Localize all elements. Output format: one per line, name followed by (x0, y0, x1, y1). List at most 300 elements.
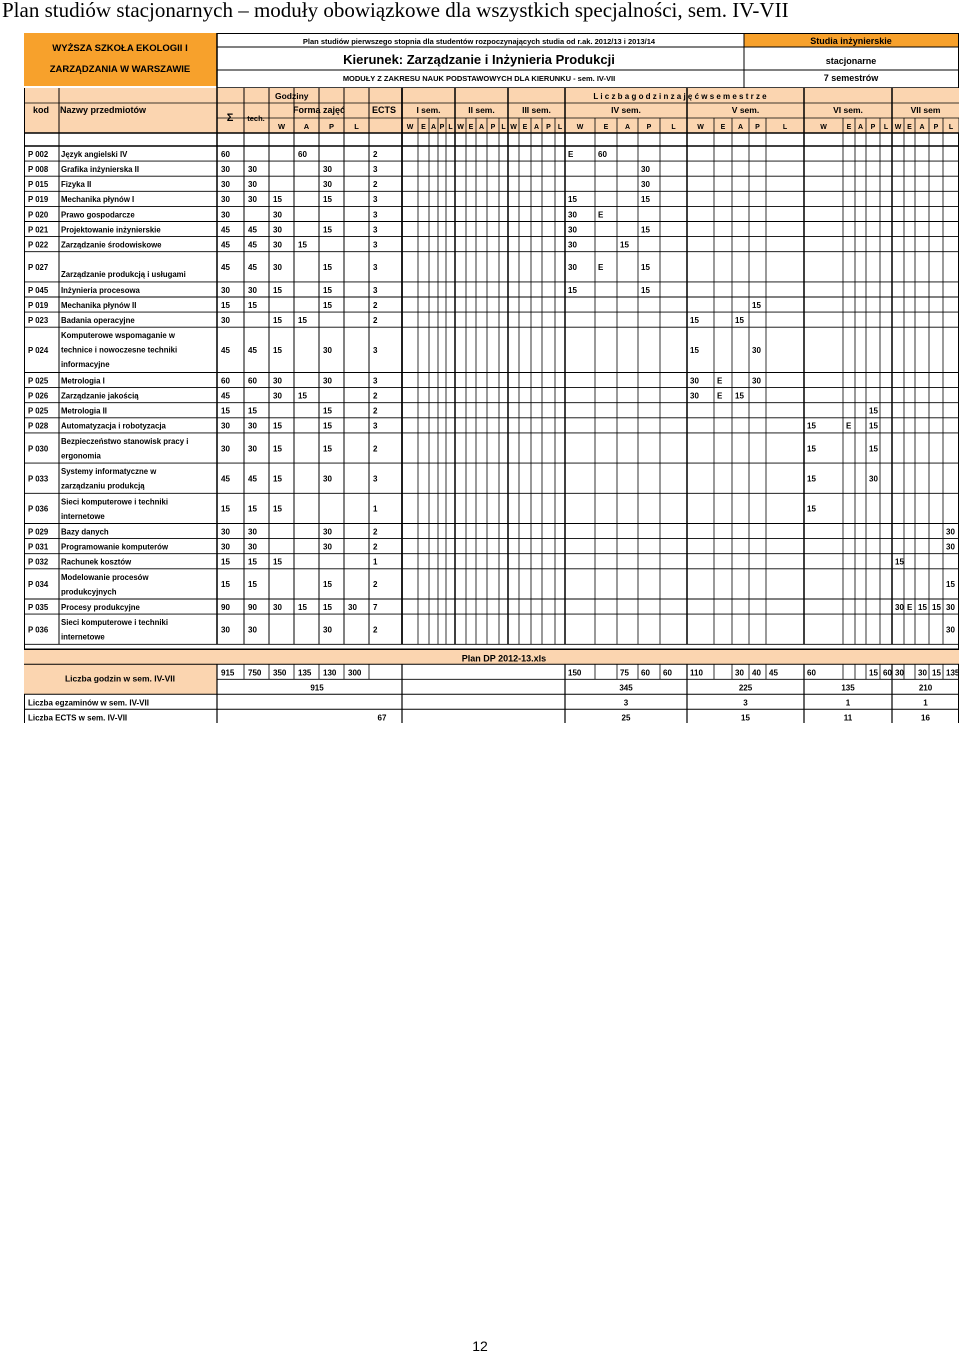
row-value: 45 (221, 474, 230, 484)
row-value: 30 (221, 195, 230, 205)
row-subject-name: Sieci komputerowe i techniki (61, 497, 169, 507)
row-value: 45 (248, 240, 257, 250)
header-sem-form: L (948, 124, 954, 131)
footer-total-value: 300 (348, 668, 362, 678)
row-code: P 020 (28, 210, 49, 220)
row-value: 15 (298, 315, 307, 325)
row-value: 45 (248, 263, 257, 273)
header-nazwy: Nazwy przedmiotów (60, 105, 147, 115)
row-sem-value: 15 (641, 195, 650, 205)
row-value: 30 (221, 180, 230, 190)
row-code: P 032 (28, 557, 49, 567)
row-value: 15 (248, 406, 257, 416)
footer-sem-sum: 210 (918, 683, 933, 693)
row-value: 2 (373, 180, 378, 190)
row-subject-name: produkcyjnych (61, 587, 117, 597)
row-value: 60 (298, 149, 307, 159)
row-subject-name: technice i nowoczesne techniki (61, 345, 178, 355)
footer-sem-total: 60 (883, 668, 892, 678)
row-sem-value: E (717, 376, 723, 386)
row-subject-name: Rachunek kosztów (61, 557, 132, 567)
footer-sem-total: 30 (735, 668, 744, 678)
row-subject-name: ergonomia (61, 451, 101, 461)
header-sem-form: A (624, 124, 631, 131)
row-value: 15 (273, 285, 282, 295)
header-sem-form: W (576, 124, 584, 131)
header-godziny: Godziny (275, 91, 309, 101)
row-code: P 002 (28, 149, 49, 159)
row-value: 15 (323, 263, 332, 273)
footer-sem-total: 150 (568, 668, 582, 678)
row-value: 30 (248, 625, 257, 635)
footer-sem-total: 60 (663, 668, 672, 678)
study-plan-table (24, 33, 959, 723)
row-value: 30 (323, 376, 332, 386)
footer-sem-total: 135 (946, 668, 959, 678)
row-value: 45 (248, 474, 257, 484)
row-value: 3 (373, 164, 378, 174)
row-subject-name: Automatyzacja i robotyzacja (61, 421, 166, 431)
row-value: 2 (373, 542, 378, 552)
row-value: 3 (373, 376, 378, 386)
plan-title: Plan studiów pierwszego stopnia dla studentów rozpoczynających studia od r.ak. 2012/13 i 2013/14 (302, 37, 656, 46)
footer-ects-sem: 16 (921, 713, 930, 723)
row-code: P 008 (28, 164, 49, 174)
row-value: 3 (373, 421, 378, 431)
row-code: P 027 (28, 263, 49, 273)
row-value: 30 (323, 474, 332, 484)
footer-total-value: 750 (248, 668, 262, 678)
header-sem-form: P (870, 124, 876, 131)
row-value: 30 (248, 527, 257, 537)
footer-total-value: 130 (323, 668, 337, 678)
row-value: 3 (373, 195, 378, 205)
row-code: P 036 (28, 625, 49, 635)
row-sem-value: 15 (807, 474, 816, 484)
footer-exam-count: 3 (743, 698, 748, 708)
row-value: 45 (221, 263, 230, 273)
row-value: 15 (273, 315, 282, 325)
row-sem-value: 15 (568, 195, 577, 205)
footer-exam-count: 1 (923, 698, 928, 708)
row-code: P 024 (28, 346, 49, 356)
direction-title: Kierunek: Zarządzanie i Inżynieria Produkcji (343, 52, 615, 67)
row-sem-value: 15 (869, 406, 878, 416)
row-value: 30 (273, 225, 282, 235)
row-subject-name: Metrologia II (61, 406, 107, 416)
row-value: 15 (273, 504, 282, 514)
row-value: 15 (273, 474, 282, 484)
row-value: 30 (273, 263, 282, 273)
row-code: P 026 (28, 391, 49, 401)
row-value: 30 (248, 542, 257, 552)
row-value: 15 (323, 580, 332, 590)
row-value: 30 (221, 527, 230, 537)
header-sem-form: A (430, 124, 437, 131)
row-sem-value: 30 (568, 240, 577, 250)
row-sem-value: 30 (946, 602, 955, 612)
row-value: 90 (248, 602, 257, 612)
header-forma: Forma zajęć (292, 105, 346, 115)
header-semester-v: V sem. (731, 105, 760, 115)
row-subject-name: Bazy danych (61, 527, 109, 537)
row-code: P 045 (28, 285, 49, 295)
row-value: 60 (221, 149, 230, 159)
row-subject-name: Mechanika płynów II (61, 300, 137, 310)
footer-ects-total: 67 (377, 713, 387, 723)
header-semester-i: I sem. (416, 105, 441, 115)
row-value: 30 (348, 602, 357, 612)
row-value: 15 (273, 557, 282, 567)
row-value: 1 (373, 557, 378, 567)
row-value: 15 (323, 444, 332, 454)
header-kod: kod (32, 105, 50, 115)
footer-ects-sem: 25 (621, 713, 631, 723)
footer-sem-total: 110 (690, 668, 703, 678)
row-subject-name: Metrologia I (61, 376, 105, 386)
row-value: 30 (221, 210, 230, 220)
row-sem-value: 30 (641, 164, 650, 174)
header-liczba: L i c z b a g o d z i n z a j ę ć w s e m e s t r z e (593, 92, 767, 101)
row-value: 2 (373, 444, 378, 454)
header-sem-form: P (646, 124, 652, 131)
header-sem-form: L (501, 124, 506, 131)
header-sem-form: E (468, 124, 474, 131)
school-name-line-2: ZARZĄDZANIA W WARSZAWIE (49, 64, 191, 75)
row-value: 15 (323, 602, 332, 612)
row-value: 15 (248, 300, 257, 310)
row-value: 3 (373, 346, 378, 356)
row-value: 15 (273, 421, 282, 431)
header-sem-form: W (697, 124, 704, 131)
header-sem-form: W (457, 124, 464, 131)
header-semester-vi: VI sem. (833, 105, 863, 115)
row-sem-value: E (568, 149, 574, 159)
row-subject-name: Komputerowe wspomaganie w (61, 331, 175, 341)
header-sem-form: W (406, 124, 414, 131)
row-sem-value: E (598, 210, 604, 220)
row-value: 15 (221, 580, 230, 590)
row-value: 7 (373, 602, 378, 612)
row-sem-value: 30 (568, 210, 577, 220)
row-subject-name: Zarządzanie produkcją i usługami (61, 270, 186, 280)
row-value: 45 (248, 346, 257, 356)
row-value: 30 (248, 164, 257, 174)
row-sem-value: E (717, 391, 723, 401)
modules-title: MODUŁY Z ZAKRESU NAUK PODSTAWOWYCH DLA KIERUNKU - sem. IV-VII (342, 74, 616, 83)
footer-file-label: Plan DP 2012-13.xls (461, 653, 547, 664)
footer-sem-sum: 345 (619, 683, 633, 693)
row-code: P 025 (28, 376, 49, 386)
row-value: 30 (221, 542, 230, 552)
row-value: 2 (373, 391, 378, 401)
row-sem-value: 30 (869, 474, 878, 484)
row-sem-value: 30 (690, 391, 699, 401)
row-code: P 033 (28, 474, 49, 484)
row-sem-value: 15 (895, 557, 904, 567)
school-name-line-1: WYŻSZA SZKOŁA EKOLOGII I (52, 43, 188, 54)
row-sem-value: 15 (641, 263, 650, 273)
row-value: 30 (323, 180, 332, 190)
row-sem-value: 15 (946, 580, 955, 590)
header-sem-form: W (894, 124, 902, 131)
row-value: 30 (273, 602, 282, 612)
row-sem-value: 15 (735, 391, 744, 401)
row-code: P 034 (28, 580, 49, 590)
row-subject-name: Badania operacyjne (61, 315, 135, 325)
row-sem-value: 30 (895, 602, 904, 612)
footer-sem-total: 15 (932, 668, 941, 678)
row-value: 15 (323, 421, 332, 431)
footer-sem-total: 45 (769, 668, 778, 678)
row-sem-value: 15 (641, 285, 650, 295)
footer-total-sum: 915 (310, 683, 324, 693)
row-value: 30 (323, 346, 332, 356)
header-sigma: Σ (226, 112, 234, 124)
row-subject-name: Język angielski IV (61, 149, 128, 159)
row-value: 60 (248, 376, 257, 386)
footer-sem-total: 75 (620, 668, 629, 678)
row-value: 2 (373, 149, 378, 159)
row-code: P 031 (28, 542, 49, 552)
header-sem-form: L (448, 124, 453, 131)
row-value: 45 (248, 225, 257, 235)
row-value: 30 (248, 285, 257, 295)
row-sem-value: 30 (946, 625, 955, 635)
row-subject-name: Fizyka II (61, 180, 92, 190)
row-value: 30 (323, 527, 332, 537)
row-code: P 036 (28, 504, 49, 514)
row-subject-name: Sieci komputerowe i techniki (61, 618, 169, 628)
header-sem-form: L (883, 124, 889, 131)
row-value: 30 (273, 376, 282, 386)
row-subject-name: Grafika inżynierska II (61, 164, 140, 174)
header-form-l: L (354, 122, 359, 131)
row-code: P 019 (28, 300, 49, 310)
footer-sem-sum: 135 (841, 683, 855, 693)
header-form-w: W (277, 122, 286, 131)
row-code: P 015 (28, 180, 49, 190)
row-value: 30 (273, 391, 282, 401)
row-value: 15 (221, 300, 230, 310)
row-value: 3 (373, 263, 378, 273)
row-value: 2 (373, 315, 378, 325)
row-code: P 025 (28, 406, 49, 416)
row-value: 15 (323, 195, 332, 205)
header-sem-form: P (755, 124, 760, 131)
row-value: 90 (221, 602, 230, 612)
footer-sem-total: 30 (895, 668, 904, 678)
header-sem-form: L (557, 124, 563, 131)
row-sem-value: 30 (946, 542, 955, 552)
row-value: 30 (323, 542, 332, 552)
row-value: 15 (248, 504, 257, 514)
header-sem-form: E (522, 124, 528, 131)
footer-sem-total: 30 (918, 668, 927, 678)
row-sem-value: 15 (918, 602, 927, 612)
row-subject-name: Bezpieczeństwo stanowisk pracy i (61, 436, 189, 446)
row-subject-name: Systemy informatyczne w (61, 467, 157, 477)
footer-sem-sum: 225 (738, 683, 753, 693)
row-sem-value: 15 (807, 504, 816, 514)
row-value: 15 (248, 557, 257, 567)
header-sem-form: A (919, 124, 925, 131)
row-value: 30 (221, 164, 230, 174)
footer-exams-label: Liczba egzaminów w sem. IV-VII (28, 698, 149, 708)
row-value: 30 (221, 421, 230, 431)
header-semester-ii: II sem. (468, 105, 495, 115)
row-sem-value: 15 (735, 315, 744, 325)
row-value: 15 (323, 285, 332, 295)
row-value: 30 (273, 240, 282, 250)
row-value: 30 (221, 315, 230, 325)
row-value: 3 (373, 474, 378, 484)
header-form-p: P (328, 122, 335, 131)
row-value: 30 (221, 625, 230, 635)
row-value: 3 (373, 210, 378, 220)
row-subject-name: Zarządzanie jakością (61, 391, 139, 401)
row-sem-value: 30 (690, 376, 699, 386)
row-value: 30 (221, 444, 230, 454)
header-sem-form: P (546, 124, 551, 131)
row-value: 15 (323, 300, 332, 310)
row-code: P 029 (28, 527, 49, 537)
footer-ects-sem: 11 (843, 713, 853, 723)
header-sem-form: A (737, 124, 744, 131)
row-sem-value: 15 (641, 225, 650, 235)
header-sem-form: A (857, 124, 864, 131)
row-sem-value: 15 (869, 444, 878, 454)
school-header-block (24, 33, 217, 86)
row-subject-name: zarządzaniu produkcją (61, 481, 145, 491)
footer-exam-count: 3 (623, 698, 629, 708)
study-type-label: Studia inżynierskie (810, 36, 892, 46)
row-code: P 035 (28, 602, 49, 612)
header-semester-iii: III sem. (522, 105, 551, 115)
header-sem-form: E (603, 124, 609, 131)
row-sem-value: 30 (568, 225, 577, 235)
row-value: 30 (248, 195, 257, 205)
row-value: 2 (373, 580, 378, 590)
row-value: 45 (221, 225, 230, 235)
row-sem-value: 15 (752, 300, 761, 310)
page-number: 12 (472, 1338, 488, 1354)
row-value: 2 (373, 300, 378, 310)
row-value: 30 (221, 285, 230, 295)
row-value: 3 (373, 285, 378, 295)
row-code: P 030 (28, 444, 49, 454)
row-value: 30 (248, 444, 257, 454)
header-sem-form: L (671, 124, 676, 131)
semesters-count-label: 7 semestrów (823, 73, 879, 83)
row-sem-value: 30 (568, 263, 577, 273)
header-sem-form: E (846, 124, 852, 131)
header-tech: tech. (247, 114, 265, 123)
row-value: 3 (373, 240, 378, 250)
row-sem-value: 15 (690, 346, 699, 356)
row-sem-value: 15 (690, 315, 699, 325)
footer-ects-label: Liczba ECTS w sem. IV-VII (28, 713, 128, 723)
row-sem-value: 15 (568, 285, 577, 295)
row-subject-name: internetowe (61, 511, 105, 521)
row-subject-name: Zarządzanie środowiskowe (61, 240, 162, 250)
row-value: 15 (273, 195, 282, 205)
footer-hours-label: Liczba godzin w sem. IV-VII (64, 673, 176, 684)
footer-total-value: 135 (298, 668, 312, 678)
document-title: Plan studiów stacjonarnych – moduły obowiązkowe dla wszystkich specjalności, sem. IV-VII (2, 0, 789, 22)
row-subject-name: Modelowanie procesów (61, 572, 149, 582)
row-value: 60 (221, 376, 230, 386)
row-value: 15 (323, 406, 332, 416)
row-sem-value: 15 (807, 444, 816, 454)
row-sem-value: E (907, 602, 913, 612)
footer-ects-sem: 15 (741, 713, 750, 723)
row-value: 45 (221, 346, 230, 356)
row-value: 30 (273, 210, 282, 220)
header-sem-form: L (782, 124, 788, 131)
row-sem-value: E (598, 263, 604, 273)
row-value: 1 (373, 504, 378, 514)
row-value: 2 (373, 527, 378, 537)
row-subject-name: Inżynieria procesowa (61, 285, 140, 295)
row-value: 30 (323, 164, 332, 174)
row-value: 15 (248, 580, 257, 590)
row-value: 15 (298, 240, 307, 250)
row-sem-value: 60 (598, 149, 607, 159)
row-subject-name: Prawo gospodarcze (61, 210, 135, 220)
row-value: 15 (298, 391, 307, 401)
row-sem-value: E (846, 421, 852, 431)
header-sem-form: E (421, 124, 426, 131)
footer-total-value: 350 (273, 668, 287, 678)
study-plan-sheet (24, 33, 959, 723)
row-subject-name: Projektowanie inżynierskie (61, 225, 161, 235)
footer-sem-total: 60 (641, 668, 650, 678)
footer-total-value: 915 (221, 668, 235, 678)
header-sem-form: E (720, 124, 726, 131)
row-subject-name: Procesy produkcyjne (61, 602, 140, 612)
row-value: 15 (221, 557, 230, 567)
row-value: 15 (221, 406, 230, 416)
row-sem-value: 15 (807, 421, 816, 431)
row-value: 15 (298, 602, 307, 612)
footer-sem-total: 40 (752, 668, 761, 678)
row-value: 15 (221, 504, 230, 514)
row-value: 30 (323, 625, 332, 635)
row-value: 30 (248, 180, 257, 190)
row-code: P 021 (28, 225, 49, 235)
row-subject-name: internetowe (61, 632, 105, 642)
header-sem-form: A (533, 124, 540, 131)
mode-label: stacjonarne (825, 56, 877, 66)
header-sem-form: E (907, 124, 912, 131)
row-code: P 028 (28, 421, 49, 431)
row-value: 45 (221, 391, 230, 401)
header-sem-form: W (510, 124, 517, 131)
row-sem-value: 15 (620, 240, 629, 250)
header-ects: ECTS (371, 105, 397, 115)
row-sem-value: 30 (752, 346, 761, 356)
row-subject-name: Programowanie komputerów (61, 542, 169, 552)
row-subject-name: informacyjne (61, 360, 110, 370)
footer-exam-count: 1 (845, 698, 851, 708)
row-value: 2 (373, 406, 378, 416)
header-sem-form: P (490, 124, 496, 131)
row-sem-value: 15 (932, 602, 941, 612)
row-sem-value: 15 (869, 421, 878, 431)
footer-sem-total: 15 (869, 668, 878, 678)
row-code: P 023 (28, 315, 49, 325)
